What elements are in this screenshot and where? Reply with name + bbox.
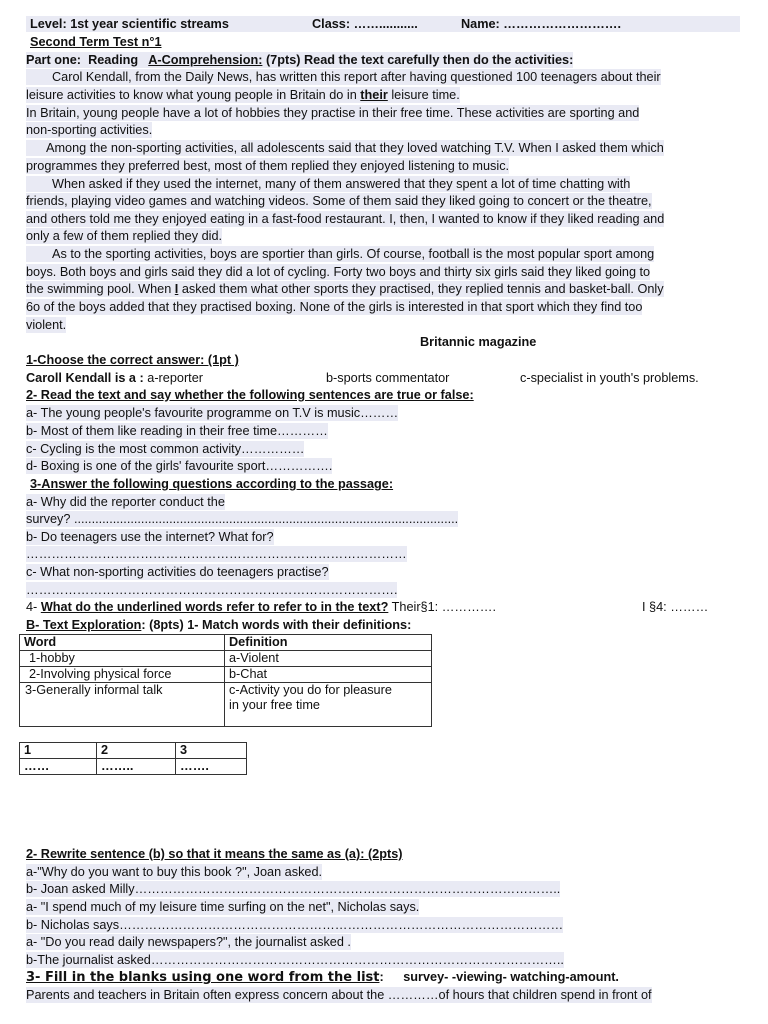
name-label: Name: ……………………….	[461, 17, 622, 31]
match-word-2: 2-Involving physical force	[20, 667, 225, 683]
rewrite-title: 2- Rewrite sentence (b) so that it means the same as (a): (2pts)	[26, 847, 403, 861]
text-line: programmes they preferred best, most of them replied they enjoyed listening to music.	[26, 159, 510, 173]
text-line: 6o of the boys added that they practised boxing. None of the girls is interested in that sport which they find too	[26, 300, 643, 314]
text-line: and others told me they enjoyed eating in a fast-food restaurant. I, then, I wanted to know if they liked reading and	[26, 212, 665, 226]
q3-title: 3-Answer the following questions according to the passage:	[30, 477, 394, 491]
answer-blank-1[interactable]: ……	[20, 759, 97, 775]
q2-item-c: c- Cycling is the most common activity……………	[26, 442, 305, 456]
q3-item-c-answer: …………………………………………………………………………….	[26, 583, 398, 597]
comprehension-label: A-Comprehension:	[148, 53, 263, 67]
match-table-header-word: Word	[20, 635, 225, 651]
section-b-heading	[26, 617, 411, 633]
answer-table	[19, 742, 247, 775]
section-b-label: B- Text Exploration	[26, 618, 142, 632]
underlined-their: their	[360, 88, 388, 102]
match-word-3: 3-Generally informal talk	[20, 683, 225, 727]
q4-number: 4-	[26, 600, 38, 614]
part-one-label: Part one:	[26, 53, 81, 67]
q3-item-c: c- What non-sporting activities do teenagers practise?	[26, 565, 329, 579]
match-table	[19, 634, 432, 727]
q1-stem: Caroll Kendall is a :	[26, 371, 144, 385]
rewrite-b2: b- Nicholas says……………………………………………………………………………………………	[26, 918, 564, 932]
q1-title: 1-Choose the correct answer: (1pt )	[26, 353, 239, 367]
q4-title: What do the underlined words refer to refer to in the text?	[40, 600, 389, 614]
q2-title: 2- Read the text and say whether the following sentences are true or false:	[26, 388, 474, 402]
q4-i-answer: I §4: ………	[642, 600, 709, 614]
text-line: friends, playing video games and watching videos. Some of them said they liked going to concert or the theatre,	[26, 194, 652, 208]
level-label: Level: 1st year scientific streams	[30, 17, 229, 31]
q1-options	[26, 370, 699, 386]
text-line: leisure activities to know what young people in Britain do in their leisure time.	[26, 88, 460, 102]
text-line: Among the non-sporting activities, all adolescents said that they loved watching T.V. When I asked them which	[26, 140, 664, 156]
match-table-header-definition: Definition	[225, 635, 432, 651]
q2-item-b: b- Most of them like reading in their free time…………	[26, 424, 328, 438]
rewrite-a2: a- "I spend much of my leisure time surfing on the net", Nicholas says.	[26, 900, 420, 914]
q2-item-d: d- Boxing is one of the girls' favourite sport…………….	[26, 459, 333, 473]
q2-item-a: a- The young people's favourite programme on T.V is music………	[26, 406, 399, 420]
q3-item-a-line2: survey? .............................................................................................................	[26, 512, 459, 526]
text-line: the swimming pool. When I asked them what other sports they practised, they replied tennis and basket-ball. Only	[26, 282, 664, 296]
match-definition-c: c-Activity you do for pleasure in your free time	[225, 683, 432, 727]
text-line: violent.	[26, 318, 67, 332]
q3-item-b-answer: ………………………………………………………………………………	[26, 547, 407, 561]
comprehension-instruction: (7pts) Read the text carefully then do the activities:	[262, 53, 574, 67]
header-line	[26, 16, 740, 32]
answer-number-3: 3	[176, 743, 247, 759]
q4-line	[26, 599, 740, 615]
answer-blank-3[interactable]: …….	[176, 759, 247, 775]
answer-blank-2[interactable]: ……..	[97, 759, 176, 775]
fill-heading: 3- Fill in the blanks using one word from the list: survey- -viewing- watching-amount.	[26, 970, 619, 985]
match-definition-a: a-Violent	[225, 651, 432, 667]
match-definition-b: b-Chat	[225, 667, 432, 683]
rewrite-b1: b- Joan asked Milly………………………………………………………………………………………..	[26, 882, 561, 896]
fill-word-list: survey- -viewing- watching-amount.	[403, 970, 619, 984]
match-word-1: 1-hobby	[20, 651, 225, 667]
section-b-instruction: : (8pts) 1- Match words with their definitions:	[141, 618, 412, 632]
text-line: Carol Kendall, from the Daily News, has written this report after having questioned 100 teenagers about their	[26, 69, 661, 85]
rewrite-a3: a- "Do you read daily newspapers?", the journalist asked .	[26, 935, 351, 949]
text-line: boys. Both boys and girls said they did a lot of cycling. Forty two boys and thirty six girls said they liked going to	[26, 265, 651, 279]
fill-text: Parents and teachers in Britain often express concern about the …………of hours that children spend in front of	[26, 988, 652, 1002]
answer-number-2: 2	[97, 743, 176, 759]
q1-option-b: b-sports commentator	[326, 371, 450, 385]
test-title: Second Term Test n°1	[30, 35, 162, 49]
fill-title: 3- Fill in the blanks using one word from the list	[26, 970, 380, 985]
text-line: As to the sporting activities, boys are sportier than girls. Of course, football is the most popular sport among	[26, 246, 654, 262]
class-label: Class: ……...........	[312, 17, 418, 31]
underlined-i: I	[174, 282, 179, 296]
text-line: In Britain, young people have a lot of hobbies they practise in their free time. These activities are sporting and	[26, 106, 640, 120]
q3-item-b: b- Do teenagers use the internet? What for?	[26, 530, 274, 544]
q1-option-c: c-specialist in youth's problems.	[520, 371, 699, 385]
rewrite-b3: b-The journalist asked……………………………………………………………………………………..	[26, 953, 564, 967]
rewrite-a1: a-"Why do you want to buy this book ?", Joan asked.	[26, 865, 323, 879]
text-line: non-sporting activities.	[26, 123, 153, 137]
answer-number-1: 1	[20, 743, 97, 759]
q4-their-answer: Their§1: ………….	[391, 600, 496, 614]
q3-item-a-line1: a- Why did the reporter conduct the	[26, 495, 225, 509]
text-line: When asked if they used the internet, many of them answered that they spent a lot of time chatting with	[26, 176, 630, 192]
source-label: Britannic magazine	[420, 335, 537, 349]
reading-label: Reading	[88, 53, 139, 67]
text-line: only a few of them replied they did.	[26, 229, 223, 243]
part-one-heading	[26, 52, 573, 68]
q1-option-a: a-reporter	[147, 371, 203, 385]
